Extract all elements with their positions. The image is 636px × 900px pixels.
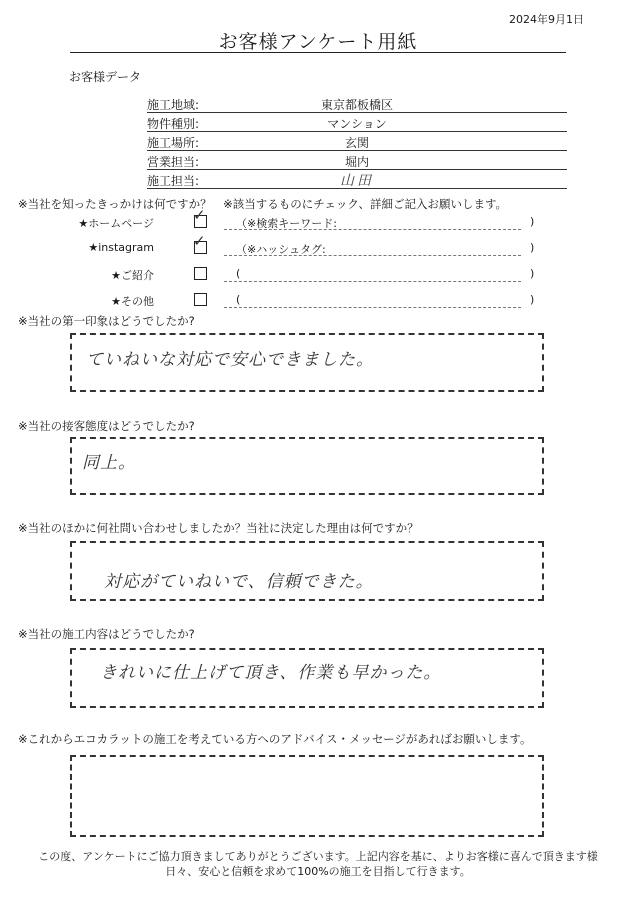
footer-line-2: 日々、安心と信頼を求めて100%の施工を目指して行きます。 <box>165 865 471 878</box>
question-work-quality: ※当社の施工内容はどうでしたか? <box>18 627 195 641</box>
question-first-impression: ※当社の第一印象はどうでしたか? <box>18 314 195 328</box>
checkbox-referral[interactable] <box>194 267 207 280</box>
customer-data-heading: お客様データ <box>69 70 142 84</box>
customer-row-handwritten-value: 山田 <box>340 173 374 189</box>
detail-underline <box>224 229 521 230</box>
option-label-instagram: ★instagram <box>88 241 154 254</box>
customer-row-label: 営業担当: <box>147 155 200 169</box>
customer-row-value: 堀内 <box>344 155 369 169</box>
question-how-found: ※当社を知ったきっかけは何ですか？ ※該当するものにチェック、詳細ご記入お願いします。 <box>18 197 508 211</box>
handwritten-answer: 対応がていねいで、信頼できた。 <box>104 572 374 592</box>
customer-row-installer <box>147 170 567 189</box>
customer-row-property-type <box>147 113 567 132</box>
option-detail-other: ( <box>236 293 241 306</box>
option-label-homepage: ★ホームページ <box>78 217 154 230</box>
customer-row-sales-rep <box>147 151 567 170</box>
detail-underline <box>224 255 521 256</box>
customer-row-value: マンション <box>327 117 387 131</box>
answer-box-advice-message[interactable] <box>70 755 544 837</box>
option-detail-search-keyword: （※検索キーワード: <box>236 217 337 230</box>
option-label-referral: ★ご紹介 <box>111 269 154 282</box>
option-close-paren: ) <box>530 267 535 280</box>
customer-row-value: 東京都板橋区 <box>320 98 393 112</box>
survey-date: 2024年9月1日 <box>509 13 584 26</box>
customer-row-label: 施工担当: <box>147 174 200 188</box>
option-detail-referral: ( <box>236 267 241 280</box>
answer-box-service-attitude[interactable] <box>70 437 544 495</box>
question-service-attitude: ※当社の接客態度はどうでしたか? <box>18 419 195 433</box>
check-mark-icon: ✓ <box>193 232 206 250</box>
option-detail-hashtag: （※ハッシュタグ: <box>236 243 326 256</box>
answer-box-work-quality[interactable] <box>70 648 544 708</box>
option-close-paren: ) <box>530 215 535 228</box>
question-reason-for-choice: ※当社のほかに何社問い合わせしましたか？当社に決定した理由は何ですか？ <box>18 521 419 535</box>
answer-box-first-impression[interactable] <box>70 333 544 392</box>
customer-row-label: 施工場所: <box>147 136 200 150</box>
option-label-other: ★その他 <box>111 295 154 308</box>
question-advice-message: ※これからエコカラットの施工を考えている方へのアドバイス・メッセージがあればお願いします。 <box>18 732 532 746</box>
customer-data-table <box>147 94 567 189</box>
handwritten-answer: ていねいな対応で安心できました。 <box>86 350 374 370</box>
customer-row-label: 施工地域: <box>147 98 200 112</box>
footer-line-1: この度、アンケートにご協力頂きましてありがとうございます。上記内容を基に、よりお客様に喜んで頂きます様 <box>38 850 598 863</box>
checkbox-other[interactable] <box>194 293 207 306</box>
handwritten-answer: きれいに仕上げて頂き、作業も早かった。 <box>100 663 442 683</box>
customer-row-area <box>147 94 567 113</box>
check-mark-icon: ✓ <box>193 206 206 224</box>
handwritten-answer: 同上。 <box>82 453 136 473</box>
customer-row-value: 玄関 <box>344 136 369 150</box>
detail-underline <box>224 307 521 308</box>
customer-row-label: 物件種別: <box>147 117 200 131</box>
answer-box-reason-for-choice[interactable] <box>70 541 544 601</box>
option-close-paren: ) <box>530 241 535 254</box>
customer-row-location <box>147 132 567 151</box>
title-underline <box>70 52 566 53</box>
detail-underline <box>224 281 521 282</box>
option-close-paren: ) <box>530 293 535 306</box>
page-title: お客様アンケート用紙 <box>218 31 418 53</box>
